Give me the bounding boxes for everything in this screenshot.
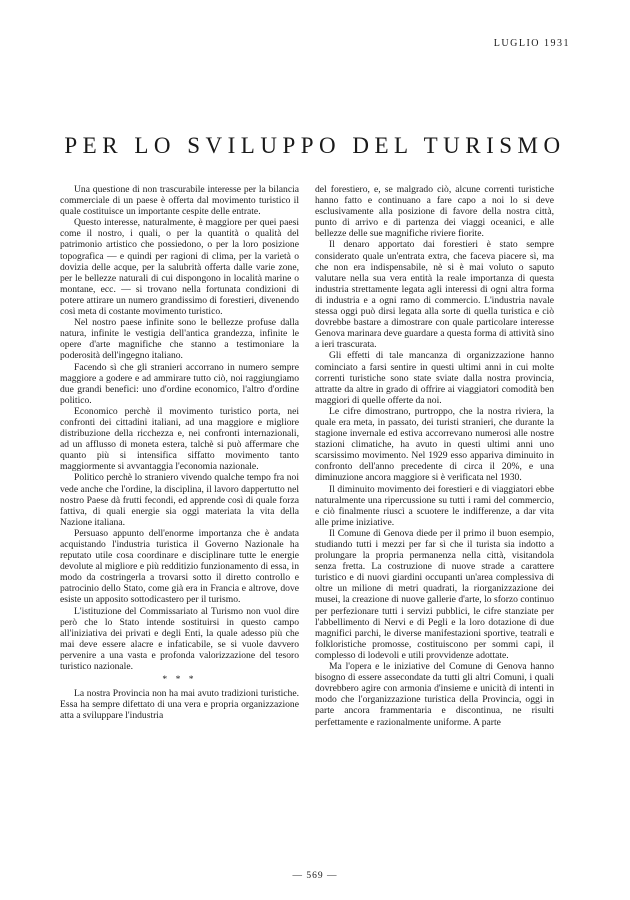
paragraph: del forestiero, e, se malgrado ciò, alcune correnti turistiche hanno fatto e continuano a fare capo a noi lo si deve esclusivamente alla posizione di favore della nostra città, punto di arrivo e di partenza dei viaggi oceanici, e alle bellezze delle sue magnifiche riviere fiorite. bbox=[315, 184, 554, 240]
paragraph: Politico perchè lo straniero vivendo qualche tempo fra noi vede anche che l'ordine, la disciplina, il lavoro dappertutto nel nostro Paese dà frutti fecondi, ed apprende così di quale forza fattiva, di quali energie sia oggi materiata la vita della Nazione italiana. bbox=[60, 472, 299, 528]
paragraph: Ma l'opera e le iniziative del Comune di Genova hanno bisogno di essere assecondate da tutti gli altri Comuni, i quali dovrebbero agire con armonia d'insieme e unicità di intenti in modo che l'organizzazione turistica della Provincia, oggi in parte ancora frammentaria e discontinua, ne risulti perfettamente e razionalmente uniforme. A parte bbox=[315, 661, 554, 728]
paragraph: La nostra Provincia non ha mai avuto tradizioni turistiche. Essa ha sempre difettato di una vera e propria organizzazione atta a sviluppare l'industria bbox=[60, 688, 299, 722]
paragraph: Gli effetti di tale mancanza di organizzazione hanno cominciato a farsi sentire in questi ultimi anni in cui molte correnti turistiche sono state sviate dalla nostra provincia, attratte da altre in grado di offrire ai viaggiatori comodità ben maggiori di quelle offerte da noi. bbox=[315, 350, 554, 406]
paragraph: Il Comune di Genova diede per il primo il buon esempio, studiando tutti i mezzi per far sì che il turista sia indotto a prolungare la propria permanenza nella città, visitandola senza fretta. La costruzione di nuove strade a carattere turistico e di nuovi giardini occupanti un'area complessiva di oltre un milione di metri quadrati, la riorganizzazione dei musei, la creazione di nuove gallerie d'arte, lo sforzo continuo per perfezionare tutti i servizi pubblici, le cifre stanziate per l'abbellimento di Nervi e di Pegli e la loro dotazione di due magnifici parchi, le diverse manifestazioni sportive, teatrali e folkloristiche promosse, costituiscono per sommi capi, il complesso di lodevoli e utili provvidenze adottate. bbox=[315, 527, 554, 661]
paragraph: Il diminuito movimento dei forestieri e di viaggiatori ebbe naturalmente una ripercussione su tutti i rami del commercio, e ciò finalmente riuscì a scuotere le indifferenze, a dar vita alle prime iniziative. bbox=[315, 483, 554, 528]
page-number: — 569 — bbox=[292, 871, 338, 881]
paragraph: Questo interesse, naturalmente, è maggiore per quei paesi come il nostro, i quali, o per la quantità o qualità del patrimonio artistico che possiedono, o per la loro posizione topografica — e quindi per ragioni di clima, per la varietà o dovizia delle acque, per la salubrità offerta dalle varie zone, per le bellezze naturali di cui dispongono in località marine o montane, ecc. — si trovano nella fortunata condizioni di potere attirare un numero grandissimo di forestieri, divenendo così meta di costante movimento turistico. bbox=[60, 217, 299, 318]
left-column bbox=[60, 184, 299, 722]
paragraph: Persuaso appunto dell'enorme importanza che è andata acquistando l'industria turistica il Governo Nazionale ha reputato utile cosa coordinare e disciplinare tutte le energie devolute al migliore e più redditizio funzionamento di essa, in modo da costringerla a trovarsi sotto il diretto controllo e patrocinio dello Stato, come già era in Francia e altrove, dove esiste un apposito sottodicastero per il turismo. bbox=[60, 527, 299, 606]
paragraph: Il denaro apportato dai forestieri è stato sempre considerato quale un'entrata extra, che faceva piacere sì, ma che non era indispensabile, nè si è mai voluto o saputo valutare nella sua vera entità la reale importanza di questa industria strettamente legata agli interessi di ogni altra forma di industria e a ogni ramo di commercio. L'industria navale stessa oggi può dirsi legata alla sorte di quella turistica e ciò dovrebbe bastare a dimostrare con quale particolare interesse Genova marinara deve guardare a questa forma di attività sino a ieri trascurata. bbox=[315, 239, 554, 351]
paragraph: Facendo sì che gli stranieri accorrano in numero sempre maggiore a godere e ad ammirare tutto ciò, noi raggiungiamo due grandi benefici: uno d'ordine economico, l'altro d'ordine politico. bbox=[60, 361, 299, 406]
issue-date: LUGLIO 1931 bbox=[493, 38, 570, 49]
paragraph: Economico perchè il movimento turistico porta, nei confronti dei cittadini italiani, ad una maggiore e migliore distribuzione della ricchezza e, nei confronti internazionali, ad un afflusso di moneta estera, talchè si può affermare che quanto più si intensifica siffatto movimento tanto maggiormente si avvantaggia l'economia nazionale. bbox=[60, 405, 299, 473]
paragraph: Una questione di non trascurabile interesse per la bilancia commerciale di un paese è offerta dal movimento turistico il quale costituisce un importante cespite delle entrate. bbox=[60, 184, 299, 218]
right-column bbox=[315, 184, 554, 728]
paragraph: Nel nostro paese infinite sono le bellezze profuse dalla natura, infinite le vestigia dell'antica grandezza, infinite le opere d'arte magnifiche che stanno a testimoniare la poderosità dell'ingegno italiano. bbox=[60, 317, 299, 362]
article-title: PER LO SVILUPPO DEL TURISMO bbox=[64, 133, 566, 158]
paragraph: L'istituzione del Commissariato al Turismo non vuol dire però che lo Stato intende sostituirsi in questo campo all'iniziativa dei privati e degli Enti, la quale adesso più che mai deve essere alacre e infaticabile, se si vuole davvero pervenire a una vasta e profonda valorizzazione del tesoro turistico nazionale. bbox=[60, 605, 299, 673]
paragraph: Le cifre dimostrano, purtroppo, che la nostra riviera, la quale era meta, in passato, dei turisti stranieri, che durante la stagione invernale ed estiva accorrevano numerosi alle nostre stazioni climatiche, ha avuto in questi ultimi anni uno scarsissimo movimento. Nel 1929 esso appariva diminuito in confronto dell'anno precedente di circa il 20%, e una diminuzione ancora maggiore si è verificata nel 1930. bbox=[315, 405, 554, 484]
section-separator: * * * bbox=[162, 674, 197, 686]
